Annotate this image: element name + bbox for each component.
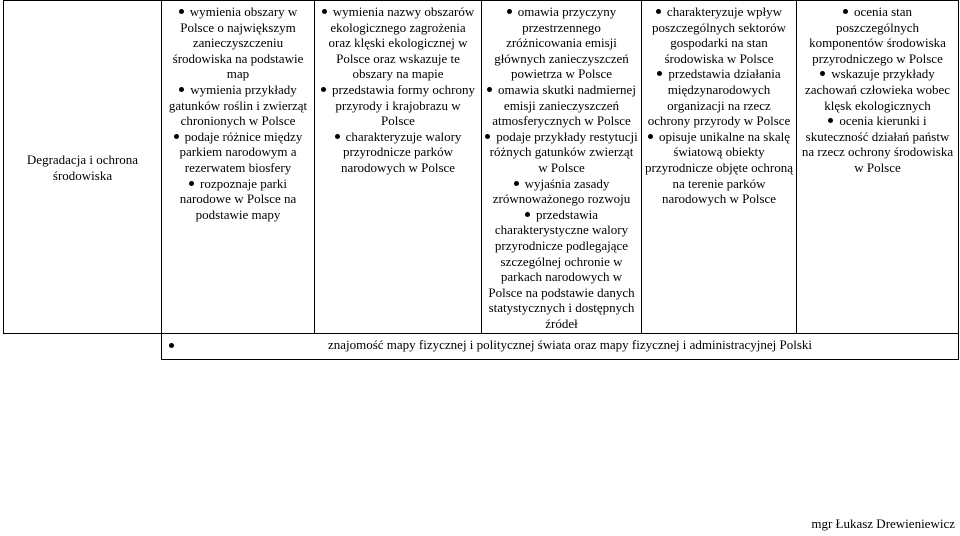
bullet-icon [525,212,530,217]
topic-cell [4,1,162,334]
list-item-text: charakteryzuje walory przyrodnicze parków narodowych w Polsce [340,128,462,175]
requirement-list [318,4,478,176]
list-item [800,113,955,175]
bullet-icon [335,134,340,139]
empty-cell [4,334,162,360]
requirement-list [485,4,638,331]
list-item [318,82,478,129]
list-item [800,4,955,66]
list-item-text: wskazuje przykłady zachowań człowieka wobec klęsk ekologicznych [804,66,951,113]
table-row [4,1,959,334]
bullet-icon [174,134,179,139]
topic-label: Degradacja i ochrona środowiska [26,152,139,183]
bullet-icon [656,9,661,14]
list-item [645,4,793,66]
list-item-text: przedstawia działania międzynarodowych organizacji na rzecz ochrony przyrody w Polsce [647,66,791,129]
list-item [485,176,638,207]
list-item [645,129,793,207]
list-item [800,66,955,113]
list-item-text: wymienia przykłady gatunków roślin i zwierząt chronionych w Polsce [168,81,308,129]
list-item-text: wyjaśnia zasady zrównoważonego rozwoju [492,175,631,207]
list-item-text: ocenia kierunki i skuteczność działań państw na rzecz ochrony środowiska w Polsce [801,113,954,175]
list-item [318,129,478,176]
requirement-cell [315,1,482,334]
bullet-icon [828,118,833,123]
requirements-table [3,0,959,360]
knowledge-item [165,337,955,353]
author-signature: mgr Łukasz Drewieniewicz [811,516,955,532]
list-item [165,4,311,82]
knowledge-cell [162,334,959,360]
requirement-list [800,4,955,176]
list-item-text: przedstawia formy ochrony przyrody i krajobrazu w Polsce [332,81,475,129]
list-item [485,4,638,82]
bullet-icon [179,87,184,92]
list-item [485,82,638,129]
list-item [165,176,311,223]
list-item-text: przedstawia charakterystyczne walory przyrodnicze podlegające szczególnej ochronie w parkach narodowych w Polsce na podstawie danych statystycznych i dostępnych źródeł [488,206,635,331]
knowledge-text: znajomość mapy fizycznej i politycznej świata oraz mapy fizycznej i administracyjnej Polski [327,337,813,353]
requirement-list [645,4,793,207]
bullet-icon [169,343,174,348]
bullet-icon [843,9,848,14]
list-item [318,4,478,82]
requirement-cell [797,1,959,334]
list-item-text: podaje różnice między parkiem narodowym a rezerwatem biosfery [179,128,303,175]
requirement-list [165,4,311,222]
bullet-icon [648,134,653,139]
requirement-cell [642,1,797,334]
bullet-icon [321,87,326,92]
requirement-cell [162,1,315,334]
table-row [4,334,959,360]
bullet-icon [322,9,327,14]
list-item [165,82,311,129]
bullet-icon [514,181,519,186]
requirement-cell [482,1,642,334]
bullet-icon [487,87,492,92]
list-item-text: rozpoznaje parki narodowe w Polsce na podstawie mapy [179,175,297,222]
list-item-text: opisuje unikalne na skalę światową obiekty przyrodnicze objęte ochroną na terenie parków narodowych w Polsce [645,128,793,207]
list-item [485,207,638,332]
list-item [645,66,793,128]
bullet-icon [485,134,490,139]
bullet-icon [507,9,512,14]
bullet-icon [179,9,184,14]
list-item-text: podaje przykłady restytucji różnych gatunków zwierząt w Polsce [489,128,638,175]
list-item-text: omawia skutki nadmiernej emisji zanieczyszczeń atmosferycznych w Polsce [492,81,636,129]
list-item-text: wymienia nazwy obszarów ekologicznego zagrożenia oraz klęski ekologicznej w Polsce oraz wskazuje te obszary na mapie [328,4,475,82]
bullet-icon [820,71,825,76]
bullet-icon [189,181,194,186]
list-item-text: charakteryzuje wpływ poszczególnych sektorów gospodarki na stan środowiska w Polsce [652,4,786,66]
list-item-text: wymienia obszary w Polsce o największym zanieczyszczeniu środowiska na podstawie map [172,4,304,82]
list-item-text: ocenia stan poszczególnych komponentów środowiska przyrodniczego w Polsce [809,4,946,66]
bullet-icon [657,71,662,76]
list-item-text: omawia przyczyny przestrzennego zróżnicowania emisji głównych zanieczyszczeń powietrza w Polsce [494,4,629,82]
list-item [165,129,311,176]
list-item [485,129,638,176]
